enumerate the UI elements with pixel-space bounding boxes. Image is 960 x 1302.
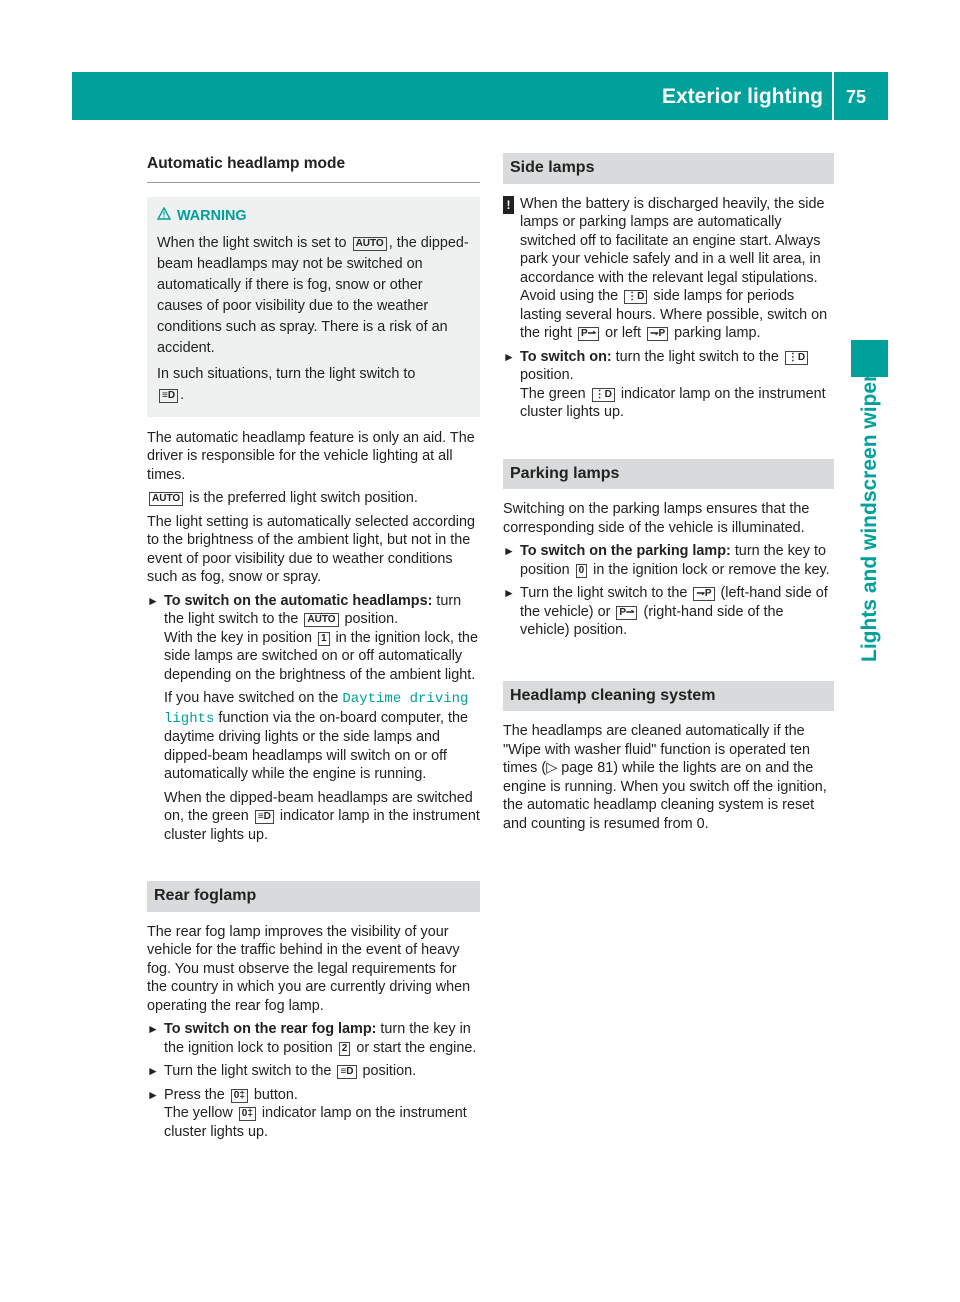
instruction-step: ► To switch on the rear fog lamp: turn the key in the ignition lock to position 2 or start the engine. (147, 1021, 477, 1056)
left-parking-lamp-icon: ⇁P (693, 587, 714, 601)
step-arrow-icon: ► (503, 544, 515, 558)
heading-rear-foglamp: Rear foglamp (147, 881, 480, 912)
chapter-label: Lights and windscreen wipers (858, 362, 881, 662)
warning-text: When the light switch is set to AUTO , the dipped-beam headlamps may not be switched on automatically if there is fog, snow or other causes of poor visibility due to the weather conditions such as spray. There is a risk of an accident. (157, 234, 469, 356)
right-column (503, 153, 834, 838)
warning-advice: In such situations, turn the light switch to ≡D . (157, 365, 416, 403)
key-position-0: 0 (576, 564, 588, 578)
warning-box (147, 197, 480, 417)
paragraph: The rear fog lamp improves the visibility of your vehicle for the traffic behind in the event of heavy fog. You must observe the legal requirements for the country in which you are currently driving when operating the rear fog lamp. (147, 923, 471, 1014)
rear-foglamp-icon: 0‡ (239, 1107, 256, 1121)
auto-symbol-icon: AUTO (353, 237, 387, 251)
paragraph: The automatic headlamp feature is only an aid. The driver is responsible for the vehicle lighting at all times. (147, 429, 475, 483)
step-arrow-icon: ► (503, 349, 515, 364)
paragraph: AUTO is the preferred light switch position. (147, 489, 480, 508)
paragraph: The headlamps are cleaned automatically if the "Wipe with washer fluid" function is operated ten times (▷ page 81) while the lights are on and the engine is running. When you switch off the ignition, the automatic headlamp cleaning system is reset and counting is resumed from 0. (503, 723, 827, 832)
dipped-beam-icon: ≡D (337, 1065, 356, 1079)
battery-note: ! When the battery is discharged heavily, the side lamps or parking lamps are automatically switched off to facilitate an engine start. Always park your vehicle safely and in a well lit area, in accordance with the relevant legal stipulations. Avoid using the ⋮D side lamps for periods lasting several hours. Where possible, switch on the right P⇀ or left ⇁P parking lamp. (503, 195, 834, 343)
auto-symbol-icon: AUTO (304, 613, 338, 627)
instruction-step: ► Turn the light switch to the ⇁P (left-hand side of the vehicle) or P⇀ (right-hand side of the vehicle) position. (503, 585, 828, 638)
header-divider (832, 72, 834, 120)
heading-parking-lamps: Parking lamps (503, 459, 834, 490)
paragraph: The light setting is automatically selected according to the brightness of the ambient light, but not in the event of poor visibility due to weather conditions such as fog, snow or spray. (147, 513, 475, 585)
heading-automatic-headlamp: Automatic headlamp mode (147, 153, 480, 183)
warning-label: WARNING (177, 207, 247, 224)
side-lamps-icon: ⋮D (592, 388, 615, 402)
chapter-tab (852, 362, 888, 698)
rear-foglamp-icon: 0‡ (231, 1089, 248, 1103)
page-number: 75 (846, 87, 867, 107)
side-lamps-icon: ⋮D (785, 351, 808, 365)
instruction-step: ► Press the 0‡ button. The yellow 0‡ indicator lamp on the instrument cluster lights up. (147, 1086, 467, 1140)
step-arrow-icon: ► (147, 1087, 159, 1102)
paragraph: Switching on the parking lamps ensures that the corresponding side of the vehicle is illuminated. (503, 501, 810, 536)
instruction-step: ► To switch on the automatic headlamps: turn the light switch to the AUTO position. With the key in position 1 in the ignition lock, the side lamps are switched on or off automatically depending on the brightness of the ambient light. If you have switched on the Daytime driving lights function via the on-board computer, the daytime driving lights or the side lamps and dipped-beam headlamps will switch on or off automatically while the engine is running. When the dipped-beam headlamps are switched on, the green ≡D indicator lamp in the instrument cluster lights up. (147, 592, 480, 843)
auto-symbol-icon: AUTO (149, 492, 183, 506)
left-parking-lamp-icon: ⇁P (647, 327, 668, 341)
note-exclamation-icon: ! (503, 196, 514, 215)
page-reference-link[interactable]: page 81 (561, 760, 614, 776)
step-arrow-icon: ► (147, 593, 159, 608)
instruction-step: ► To switch on: turn the light switch to the ⋮D position. The green ⋮D indicator lamp on the instrument cluster lights up. (503, 348, 826, 420)
step-arrow-icon: ► (147, 1022, 159, 1036)
left-column (147, 153, 480, 1146)
dipped-beam-icon: ≡D (159, 389, 178, 403)
menu-function-link[interactable]: Daytime driving lights (164, 691, 469, 727)
warning-heading (157, 206, 471, 227)
section-title: Exterior lighting (661, 85, 823, 108)
heading-headlamp-cleaning: Headlamp cleaning system (503, 681, 834, 712)
heading-side-lamps: Side lamps (503, 153, 834, 184)
right-parking-lamp-icon: P⇀ (616, 606, 637, 620)
dipped-beam-icon: ≡D (255, 810, 274, 824)
side-lamps-icon: ⋮D (624, 290, 647, 304)
right-parking-lamp-icon: P⇀ (578, 327, 599, 341)
page-ref-arrow-icon: ▷ (546, 760, 558, 776)
instruction-step: ► To switch on the parking lamp: turn the key to position 0 in the ignition lock or remove the key. (503, 543, 830, 578)
step-arrow-icon: ► (147, 1064, 159, 1078)
warning-triangle-icon (157, 206, 171, 227)
key-position-1: 1 (318, 632, 330, 646)
key-position-2: 2 (339, 1042, 351, 1056)
step-arrow-icon: ► (503, 586, 515, 600)
instruction-step: ► Turn the light switch to the ≡D position. (147, 1063, 417, 1079)
